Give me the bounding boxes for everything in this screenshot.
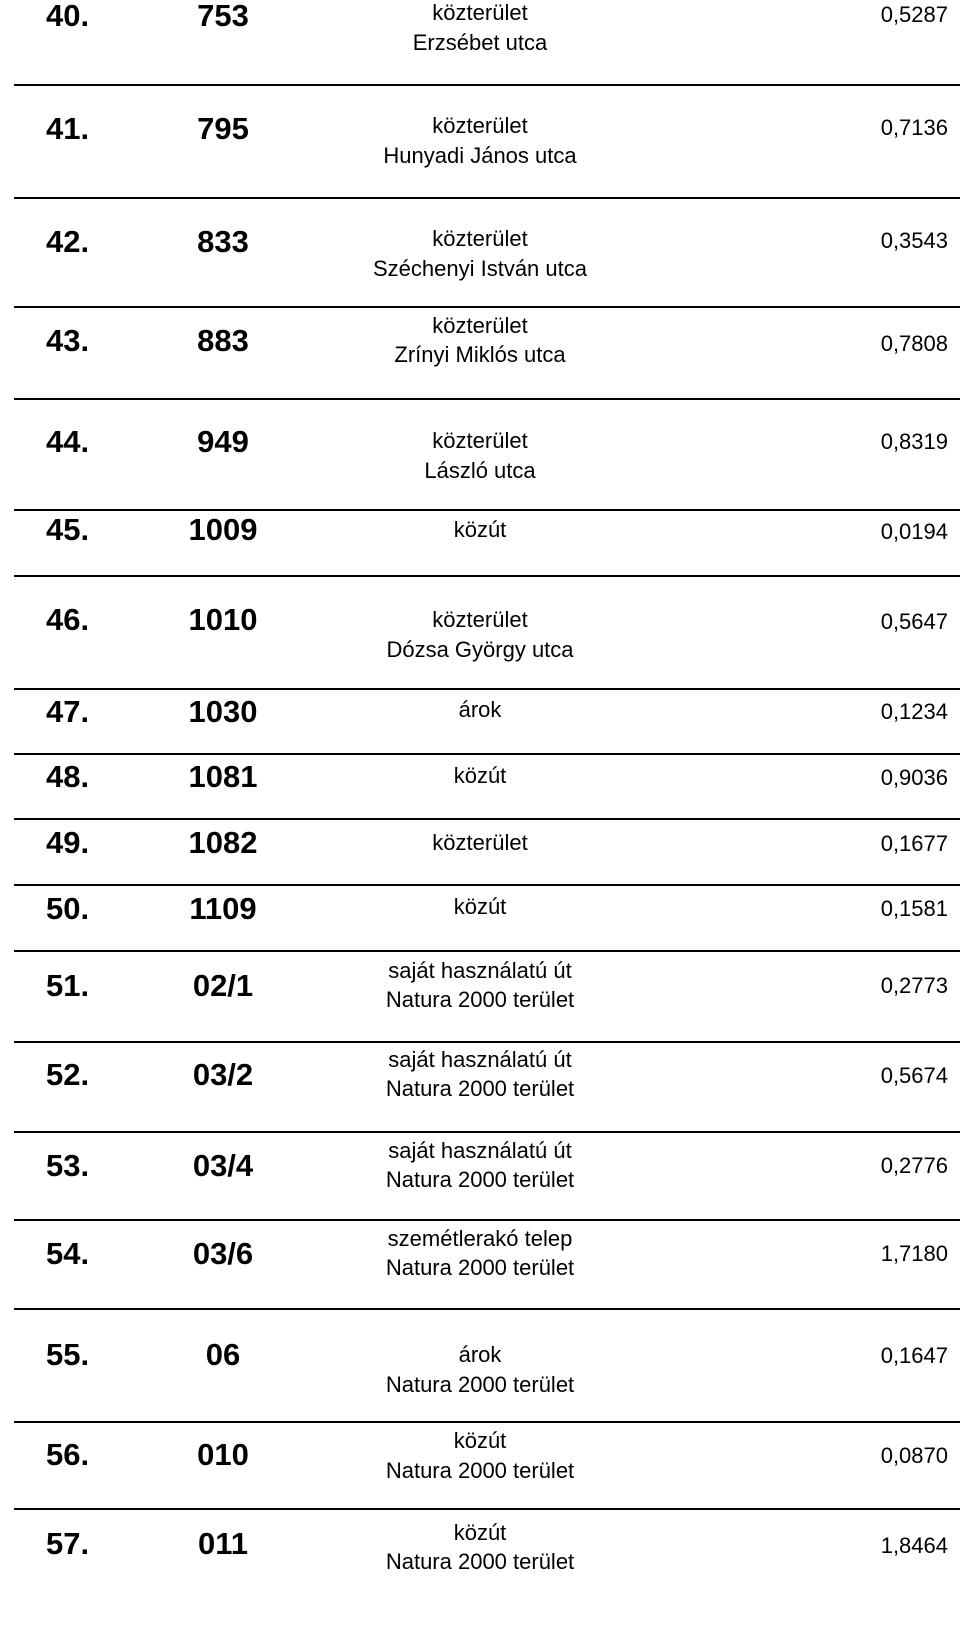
row-number: 46. <box>46 602 90 637</box>
location-label: Natura 2000 terület <box>385 1458 575 1483</box>
area-value: 0,1234 <box>880 699 948 724</box>
land-use-label: közterület <box>432 428 528 453</box>
area-value: 0,0194 <box>880 519 948 544</box>
row-divider <box>14 84 960 86</box>
row-divider <box>14 509 960 511</box>
parcel-number: 1082 <box>188 825 258 860</box>
location-label: Natura 2000 terület <box>385 1372 575 1397</box>
land-use-label: szemétlerakó telep <box>387 1226 573 1251</box>
row-number: 51. <box>46 968 90 1003</box>
location-label: Széchenyi István utca <box>372 256 587 281</box>
land-use-label: árok <box>458 697 502 722</box>
row-number: 40. <box>46 0 90 33</box>
parcel-number: 949 <box>197 424 249 459</box>
area-value: 0,0870 <box>880 1443 948 1468</box>
area-value: 1,7180 <box>880 1241 948 1266</box>
row-divider <box>14 1131 960 1133</box>
land-use-label: saját használatú út <box>388 958 572 983</box>
row-divider <box>14 398 960 400</box>
area-value: 0,3543 <box>880 228 948 253</box>
area-value: 0,5287 <box>880 2 948 27</box>
parcel-number: 03/4 <box>192 1148 254 1183</box>
location-label: László utca <box>424 458 536 483</box>
parcel-number: 03/2 <box>192 1057 254 1092</box>
row-number: 44. <box>46 424 90 459</box>
parcel-number: 02/1 <box>192 968 254 1003</box>
area-value: 0,1581 <box>880 896 948 921</box>
area-value: 0,5674 <box>880 1063 948 1088</box>
parcel-number: 1009 <box>188 512 258 547</box>
parcel-number: 833 <box>197 224 249 259</box>
area-value: 0,9036 <box>880 765 948 790</box>
row-divider <box>14 753 960 755</box>
row-divider <box>14 197 960 199</box>
land-use-label: saját használatú út <box>388 1138 572 1163</box>
row-number: 41. <box>46 111 90 146</box>
parcel-number: 06 <box>205 1337 241 1372</box>
row-number: 57. <box>46 1526 90 1561</box>
parcel-number: 1010 <box>188 602 258 637</box>
row-divider <box>14 1041 960 1043</box>
parcel-number: 883 <box>197 323 249 358</box>
area-value: 0,1677 <box>880 831 948 856</box>
location-label: Natura 2000 terület <box>385 1255 575 1280</box>
row-divider <box>14 1421 960 1423</box>
parcel-number: 03/6 <box>192 1236 254 1271</box>
row-number: 42. <box>46 224 90 259</box>
row-divider <box>14 688 960 690</box>
location-label: Erzsébet utca <box>412 30 548 55</box>
row-divider <box>14 306 960 308</box>
area-value: 1,8464 <box>880 1533 948 1558</box>
land-use-label: közterület <box>432 830 528 855</box>
area-value: 0,2776 <box>880 1153 948 1178</box>
area-value: 0,2773 <box>880 973 948 998</box>
area-value: 0,7808 <box>880 331 948 356</box>
row-number: 45. <box>46 512 90 547</box>
location-label: Zrínyi Miklós utca <box>394 342 566 367</box>
row-number: 47. <box>46 694 90 729</box>
row-number: 52. <box>46 1057 90 1092</box>
land-use-label: közterület <box>432 313 528 338</box>
parcel-number: 010 <box>197 1437 249 1472</box>
land-use-label: saját használatú út <box>388 1047 572 1072</box>
area-value: 0,7136 <box>880 115 948 140</box>
location-label: Natura 2000 terület <box>385 987 575 1012</box>
land-use-label: közút <box>453 1428 507 1453</box>
row-divider <box>14 818 960 820</box>
area-value: 0,1647 <box>880 1343 948 1368</box>
land-use-label: közút <box>453 894 507 919</box>
row-divider <box>14 950 960 952</box>
row-number: 56. <box>46 1437 90 1472</box>
location-label: Natura 2000 terület <box>385 1549 575 1574</box>
parcel-number: 1030 <box>188 694 258 729</box>
location-label: Dózsa György utca <box>386 637 574 662</box>
land-use-label: közterület <box>432 607 528 632</box>
land-use-label: árok <box>458 1342 502 1367</box>
parcel-number: 1109 <box>189 891 257 926</box>
parcel-number: 1081 <box>188 759 258 794</box>
parcel-number: 753 <box>197 0 249 33</box>
row-divider <box>14 575 960 577</box>
row-number: 55. <box>46 1337 90 1372</box>
row-divider <box>14 884 960 886</box>
location-label: Natura 2000 terület <box>385 1076 575 1101</box>
area-value: 0,5647 <box>880 609 948 634</box>
parcel-number: 011 <box>197 1526 248 1561</box>
row-divider <box>14 1219 960 1221</box>
row-number: 54. <box>46 1236 90 1271</box>
row-number: 50. <box>46 891 90 926</box>
location-label: Hunyadi János utca <box>383 143 577 168</box>
land-use-label: közterület <box>432 0 528 25</box>
row-number: 43. <box>46 323 90 358</box>
row-number: 49. <box>46 825 90 860</box>
land-use-label: közterület <box>432 113 528 138</box>
row-divider <box>14 1508 960 1510</box>
land-use-label: közterület <box>432 226 528 251</box>
row-number: 48. <box>46 759 90 794</box>
location-label: Natura 2000 terület <box>385 1167 575 1192</box>
row-number: 53. <box>46 1148 90 1183</box>
area-value: 0,8319 <box>880 429 948 454</box>
row-divider <box>14 1308 960 1310</box>
land-use-label: közút <box>453 763 507 788</box>
land-use-label: közút <box>453 1520 507 1545</box>
parcel-number: 795 <box>197 111 249 146</box>
land-use-label: közút <box>453 517 507 542</box>
